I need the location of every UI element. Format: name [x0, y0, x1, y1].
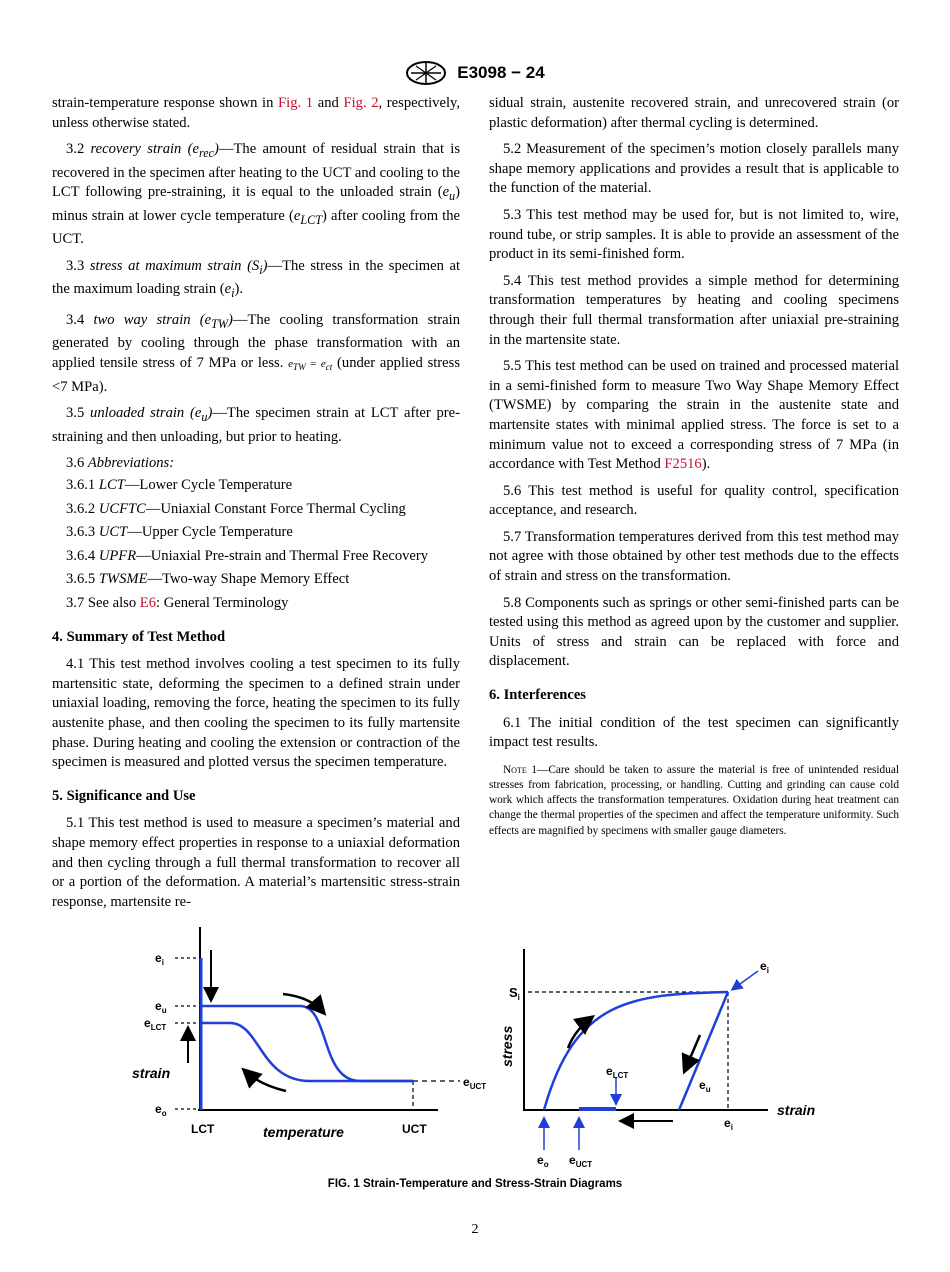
left-y-label: strain	[132, 1065, 171, 1081]
tick-uct: UCT	[402, 1122, 427, 1136]
paragraph-6-1: 6.1 The initial condition of the test specimen can significantly impact test results.	[489, 714, 899, 751]
abbreviation-list	[52, 476, 460, 590]
definition-3-3: 3.3 stress at maximum strain $(S_i)—The$ stress in the specimen at the maximum loading strain $(e_i)$.	[52, 257, 460, 301]
abbreviation-item: 3.6.3 UCT—Upper Cycle Temperature	[66, 524, 293, 541]
page-header	[0, 60, 950, 86]
heating-curve	[201, 1006, 413, 1081]
cooling-direction-arrow	[245, 1071, 286, 1091]
paragraph-5-8: 5.8 Components such as springs or other semi-finished parts can be tested using this method as agreed upon by the customer and supplier. Units of stress and strain can be replaced with force and displacement.	[489, 594, 899, 670]
stress-loading-curve	[544, 992, 728, 1110]
page-number: 2	[471, 1222, 479, 1237]
figure-caption: FIG. 1 Strain-Temperature and Stress-Strain Diagrams	[327, 1178, 623, 1190]
right-x-label: strain	[777, 1102, 816, 1118]
loading-direction-arrow	[568, 1018, 591, 1048]
strain-temperature-chart	[132, 927, 486, 1140]
unloading-line	[679, 992, 728, 1110]
ei-pointer	[733, 971, 758, 989]
left-x-label: temperature	[263, 1124, 344, 1140]
label-euct: $e_{UCT}$	[463, 1075, 487, 1091]
tick-ei: $e_i$	[155, 951, 164, 967]
label-ei-top: $e_i$	[760, 959, 769, 975]
fig1-link[interactable]: Fig. 1	[278, 95, 314, 111]
tick-elct: $e_{LCT}$	[144, 1016, 167, 1032]
document-number: E3098 − 24	[457, 63, 545, 82]
label-eu: $e_u$	[699, 1078, 711, 1094]
paragraph-4-1: 4.1 This test method involves cooling a test specimen to its fully martensitic state, deforming the specimen to a defined strain under uniaxial loading, removing the force, heating the specimen to its fully austenite phase, and then cooling the specimen to its fully martensite phase. During heating and cooling the extension or contraction of the specimen is measured and plotted versus the specimen temperature.	[52, 656, 460, 771]
tick-lct: LCT	[191, 1122, 215, 1136]
abbreviation-item: 3.6.2 UCFTC—Uniaxial Constant Force Thermal Cycling	[66, 500, 406, 517]
label-eo: $e_o$	[537, 1153, 549, 1169]
paragraph-5-6: 5.6 This test method is useful for quality control, specification acceptance, and research.	[489, 482, 899, 519]
paragraph-intro: strain-temperature response shown in Fig. 1 and Fig. 2, respectively, unless otherwise stated.	[52, 95, 461, 131]
left-column	[52, 94, 460, 919]
e6-link[interactable]: E6	[139, 595, 156, 611]
f2516-link[interactable]: F2516	[664, 456, 702, 473]
paragraph-5-2: 5.2 Measurement of the specimen’s motion closely parallels many shape memory applications and provides a result that is applicable to the function of the material.	[489, 141, 899, 197]
tick-eu: $e_u$	[155, 999, 167, 1015]
paragraph-5-7: 5.7 Transformation temperatures derived from this test method may not agree with those obtained by other test methods due to the effects of strain and stress on the transformation.	[489, 528, 899, 585]
paragraph-5-1-continued: sidual strain, austenite recovered strain, and unrecovered strain (or plastic deformation) after thermal cycling is determined.	[489, 95, 899, 131]
definition-3-5: 3.5 unloaded strain $(e_u)—The$ specimen strain at LCT after pre-straining and then unloading, but prior to heating.	[52, 405, 461, 445]
right-column	[489, 94, 899, 846]
stress-strain-chart	[499, 949, 815, 1169]
right-y-label: stress	[499, 1025, 515, 1067]
abbreviation-item: 3.6.4 UPFR—Uniaxial Pre-strain and Thermal Free Recovery	[66, 547, 429, 564]
paragraph-5-3: 5.3 This test method may be used for, but is not limited to, wire, round tube, or strip samples. It is able to provide an assessment of the product in its semi-finished form.	[489, 206, 899, 263]
definition-3-4: 3.4 two way strain $(e_{TW})—The$ cooling transformation strain generated by cooling through the phase transformation with an applied tensile stress of 7 MPa or less. $e_{TW} = e_{ct}$ (under applied stress <7 MPa).	[52, 311, 460, 395]
cooling-curve	[201, 1023, 413, 1081]
label-ei-axis: $e_i$	[724, 1116, 733, 1132]
label-si: $S_i$	[509, 985, 520, 1002]
paragraph-5-4: 5.4 This test method provides a simple method for determining transformation temperatures by heating and cooling specimens through their full thermal transformation after uniaxial pre-straining in the martensite state.	[489, 272, 899, 348]
note-1: Note 1—Care should be taken to assure the material is free of unintended residual stresses from fabrication, processing, or handling. Cutting and grinding can cause cold work which affects the transformation temperatures. Oxidation during heat treatment can change the thermal properties of the specimen and affect the temperature uniformity. Such effects are magnified by specimens with smaller gauge diameters.	[489, 763, 899, 837]
definition-3-7: 3.7 See also E6: General Terminology	[66, 595, 289, 611]
definition-3-6: 3.6 Abbreviations:	[66, 455, 175, 472]
figure-1-svg	[0, 905, 950, 1175]
heating-direction-arrow	[283, 994, 323, 1012]
paragraph-5-5: 5.5 This test method can be used on trained and processed material in a semi-finished form to measure Two Way Shape Memory Effect (TWSME) by comparing the strain in the austenite state and martensite states with minimal applied stress. The force is set to a minimum value not to exceed a corresponding stress of 7 MPa (in accordance with Test Method F2516).	[489, 358, 899, 473]
figure-1	[0, 905, 950, 1175]
section-6-heading: 6. Interferences	[489, 687, 586, 704]
label-euct-right: $e_{UCT}$	[569, 1153, 593, 1169]
section-4-heading: 4. Summary of Test Method	[52, 628, 226, 645]
section-5-heading: 5. Significance and Use	[52, 787, 196, 804]
definition-3-2: 3.2 recovery strain $(e_{rec})—The$ amount of residual strain that is recovered in the specimen after heating to the UCT and cooling to the LCT following pre-straining, it is equal to the unloaded strain $(e_u)$ minus strain at lower cycle temperature $(e_{LCT})$ after cooling from the UCT.	[52, 141, 461, 248]
abbreviation-item: 3.6.5 TWSME—Two-way Shape Memory Effect	[66, 571, 350, 588]
astm-logo-icon	[405, 60, 447, 86]
abbreviation-item: 3.6.1 LCT—Lower Cycle Temperature	[66, 477, 293, 494]
paragraph-5-1: 5.1 This test method is used to measure a specimen’s material and shape memory effect properties in response to a uniaxial deformation and then cycling through a full thermal transformation to recover all or a portion of the deformation. A material’s martensitic stress-strain response, martensite re-	[52, 815, 460, 910]
fig2-link[interactable]: Fig. 2	[343, 95, 379, 111]
tick-eo: $e_o$	[155, 1102, 167, 1118]
label-elct: $e_{LCT}$	[606, 1064, 629, 1080]
